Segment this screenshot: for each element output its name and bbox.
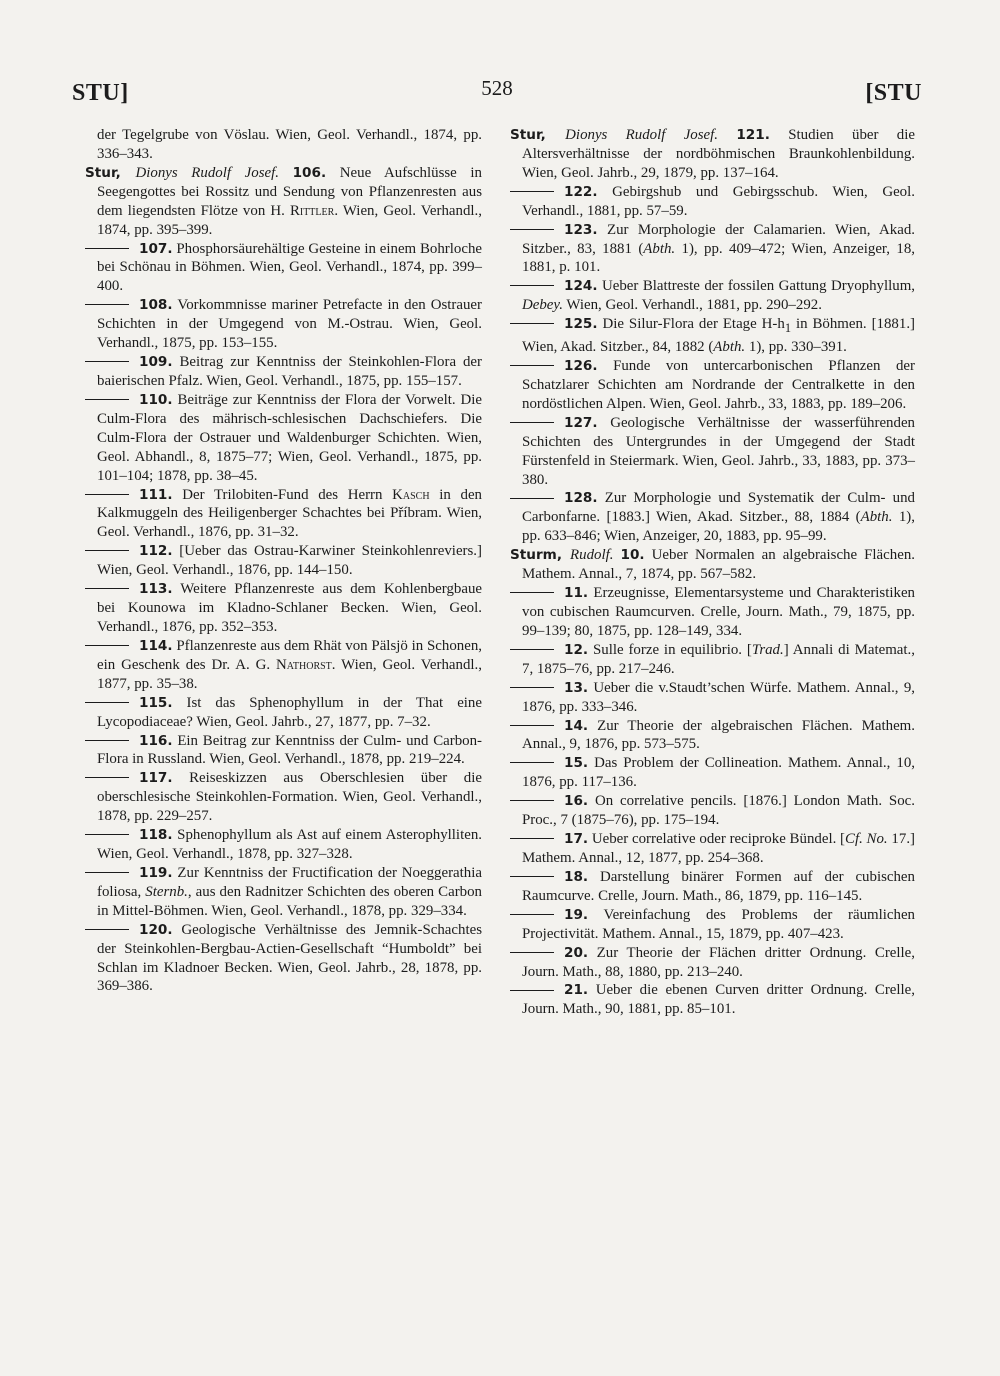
ditto-dash [510, 649, 554, 650]
entry-text: . Wien, Geol. Verhandl., 1877, pp. 35–38. [97, 656, 482, 692]
bibliography-entry [510, 906, 915, 944]
ditto-dash [510, 229, 554, 230]
ditto-dash [510, 365, 554, 366]
bibliography-entry [85, 296, 482, 353]
bibliography-entry [510, 792, 915, 830]
entry-number: 20. [564, 944, 589, 961]
ditto-dash [85, 361, 129, 362]
entry-text: 1), pp. 409–472; Wien, Anzeiger, 18, 1881, p. 101. [522, 240, 916, 276]
entry-number: 116. [139, 732, 173, 749]
bibliography-entry [510, 277, 915, 315]
bibliography-entry [85, 391, 482, 486]
bibliography-entry [85, 769, 482, 826]
entry-text: Zur Morphologie der Calamarien. Wien, Akad. Sitzber., 83, 1881 ( [522, 221, 915, 257]
entry-text: 1), pp. 633–846; Wien, Anzeiger, 20, 1883, pp. 95–99. [522, 509, 915, 545]
author-name: Stur, [85, 164, 136, 181]
entry-number: 10. [620, 547, 645, 564]
entry-number: 114. [139, 637, 173, 654]
entry-text: Beiträge zur Kenntniss der Flora der Vorwelt. Die Culm-Flora des mährisch-schlesischen Dachschiefers. Die Culm-Flora der Ostrauer und Waldenburger Schichten. Wien, Geol. Abhandl., 8, 1875–77; Wien, Geol. Verhandl., 1875, pp. 101–104; 1878, pp. 38–45. [97, 391, 482, 484]
entry-text: Studien über die Altersverhältnisse der nordböhmischen Braunkohlenbildung. Wien, Geol. Jahrb., 29, 1879, pp. 137–164. [522, 127, 915, 181]
entry-text: Beitrag zur Kenntniss der Steinkohlen-Flora der baierischen Pfalz. Wien, Geol. Verhandl., 1875, pp. 155–157. [97, 354, 482, 389]
entry-number: 118. [139, 827, 173, 844]
entry-text: Dionys Rudolf Josef. [565, 127, 719, 143]
entry-text: Abth. [713, 339, 746, 356]
ditto-dash [510, 838, 554, 839]
ditto-dash [510, 422, 554, 423]
entry-text: Zur Kenntniss der Fructification der Noeggerathia foliosa, [97, 864, 482, 900]
author-name: Sturm, [510, 547, 571, 564]
entry-text: Ein Beitrag zur Kenntniss der Culm- und Carbon-Flora in Russland. Wien, Geol. Verhandl., 1878, pp. 219–224. [97, 732, 482, 768]
entry-number: 13. [564, 679, 589, 696]
bibliography-entry [510, 944, 915, 982]
bibliography-entry [510, 868, 915, 906]
entry-number: 126. [564, 358, 598, 375]
bibliography-entry [510, 754, 915, 792]
entry-number: 17. [564, 831, 589, 848]
author-name: Stur, [510, 127, 566, 143]
entry-text: 1), pp. 330–391. [745, 339, 847, 356]
page-number: 528 [481, 76, 513, 100]
entry-text: Sphenophyllum als Ast auf einem Asterophylliten. Wien, Geol. Verhandl., 1878, pp. 327–328. [97, 827, 482, 863]
ditto-dash [85, 777, 129, 778]
entry-number: 119. [139, 864, 173, 881]
entry-text: Sulle forze in equilibrio. [ [588, 641, 752, 658]
entry-text: Ueber correlative oder reciproke Bündel. [ [588, 831, 846, 848]
bibliography-entry [510, 679, 915, 717]
entry-text: , aus den Radnitzer Schichten des oberen Carbon in Mittel-Böhmen. Wien, Geol. Verhandl., 1878, pp. 329–334. [97, 883, 482, 919]
entry-number: 21. [564, 982, 589, 999]
entry-text: Reiseskizzen aus Oberschlesien über die oberschlesische Steinkohlen-Formation. Wien, Geol. Verhandl., 1878, pp. 229–257. [97, 770, 482, 825]
entry-number: 11. [564, 585, 589, 602]
entry-text: Vorkommnisse mariner Petrefacte in den Ostrauer Schichten in der Umgegend von M.-Ostrau. Wien, Geol. Verhandl., 1875, pp. 153–155. [97, 297, 482, 352]
ditto-dash [85, 740, 129, 741]
bibliography-entry [85, 921, 482, 997]
running-head-left: STU] [72, 80, 129, 106]
ditto-dash [85, 550, 129, 551]
entry-text: Die Silur-Flora der Etage H-h [597, 316, 785, 333]
bibliography-entry [510, 584, 915, 641]
bibliography-entry [85, 864, 482, 921]
entry-text: Wien, Geol. Verhandl., 1881, pp. 290–292. [562, 297, 822, 314]
bibliography-entry [510, 489, 915, 546]
entry-text: Ueber Blattreste der fossilen Gattung Dryophyllum, [597, 278, 915, 295]
ditto-dash [85, 834, 129, 835]
entry-text: Ueber die ebenen Curven dritter Ordnung. Crelle, Journ. Math., 90, 1881, pp. 85–101. [522, 982, 915, 1018]
entry-text: Debey. [522, 297, 563, 314]
entry-text: Kasch [392, 486, 430, 503]
bibliography-entry [510, 357, 915, 414]
entry-text: Ueber die v.Staudt’schen Würfe. Mathem. Annal., 9, 1876, pp. 333–346. [522, 679, 915, 715]
ditto-dash [510, 323, 554, 324]
ditto-dash [510, 800, 554, 801]
entry-text: 17.] Mathem. Annal., 12, 1877, pp. 254–368. [522, 831, 915, 866]
bibliography-entry [510, 546, 915, 584]
entry-number: 14. [564, 717, 589, 734]
entry-number: 111. [139, 486, 173, 503]
bibliography-entry [85, 353, 482, 391]
entry-number: 120. [139, 921, 173, 938]
ditto-dash [510, 498, 554, 499]
entry-number: 117. [139, 770, 173, 787]
entry-number: 108. [139, 297, 173, 314]
bibliography-entry [510, 414, 915, 490]
left-column [85, 126, 482, 996]
entry-text: 1 [784, 321, 792, 336]
bibliography-entry [85, 542, 482, 580]
entry-text [718, 127, 736, 143]
entry-text [613, 547, 620, 563]
entry-text: Geologische Verhältnisse des Jemnik-Schachtes der Steinkohlen-Bergbau-Actien-Gesellschaft “Humboldt” bei Schlan im Kladnoer Becken. Wien, Geol. Jahrb., 28, 1878, pp. 369–386. [97, 921, 482, 995]
entry-text: . Wien, Geol. Verhandl., 1874, pp. 395–399. [97, 202, 482, 238]
ditto-dash [85, 702, 129, 703]
entry-text: Nathorst [276, 656, 332, 673]
entry-number: 15. [564, 755, 589, 772]
entry-text: Neue Aufschlüsse in Seegengottes bei Rossitz und Sendung von Pflanzenresten aus dem liegendsten Flötze von H. [97, 164, 482, 219]
entry-text: Abth. [643, 240, 676, 257]
ditto-dash [510, 725, 554, 726]
bibliography-entry [510, 183, 915, 221]
entry-text: in Böhmen. [1881.] Wien, Akad. Sitzber., 84, 1882 ( [522, 316, 916, 356]
bibliography-entry [510, 830, 915, 868]
entry-text: Abth. [860, 509, 893, 526]
entry-text: Zur Morphologie und Systematik der Culm- und Carbonfarne. [1883.] Wien, Akad. Sitzber., 88, 1884 ( [522, 490, 915, 526]
ditto-dash [510, 285, 554, 286]
entry-text: Rudolf. [570, 547, 614, 564]
bibliography-entry [510, 315, 915, 357]
entry-number: 121. [736, 127, 770, 143]
entry-number: 112. [139, 543, 173, 560]
bibliography-entry [85, 580, 482, 637]
entry-number: 110. [139, 391, 173, 408]
bibliography-entry [85, 240, 482, 297]
entry-text: Rittler [289, 202, 335, 219]
page-header [72, 74, 922, 114]
right-column [510, 126, 915, 1019]
entry-number: 128. [564, 490, 598, 507]
entry-text: Funde von untercarbonischen Pflanzen der Schatzlarer Schichten am Nordrande der Centralkette in den nordöstlichen Alpen. Wien, Geol. Jahrb., 33, 1883, pp. 189–206. [522, 358, 915, 412]
ditto-dash [510, 914, 554, 915]
ditto-dash [85, 248, 129, 249]
entry-text: Zur Theorie der algebraischen Flächen. Mathem. Annal., 9, 1876, pp. 573–575. [522, 717, 915, 753]
entry-number: 113. [139, 581, 173, 598]
entry-text: [Ueber das Ostrau-Karwiner Steinkohlenreviers.] Wien, Geol. Verhandl., 1876, pp. 144–150. [97, 543, 482, 579]
entry-number: 107. [139, 240, 173, 257]
entry-text: Sternb. [145, 883, 188, 900]
entry-text [279, 165, 293, 181]
bibliography-entry [85, 637, 482, 694]
entry-number: 16. [564, 793, 589, 810]
entry-number: 124. [564, 278, 598, 295]
ditto-dash [510, 952, 554, 953]
entry-text: Ist das Sphenophyllum in der That eine Lycopodiaceae? Wien, Geol. Jahrb., 27, 1877, pp. 7–32. [97, 694, 482, 730]
ditto-dash [85, 494, 129, 495]
bibliography-entry [85, 486, 482, 543]
bibliography-entry [510, 641, 915, 679]
entry-text: Cf. No. [845, 831, 888, 848]
ditto-dash [85, 645, 129, 646]
entry-number: 127. [564, 414, 598, 431]
entry-number: 12. [564, 641, 589, 658]
ditto-dash [510, 990, 554, 991]
ditto-dash [510, 876, 554, 877]
entry-text: Vereinfachung des Problems der räumlichen Projectivität. Mathem. Annal., 15, 1879, pp. 407–423. [522, 906, 915, 942]
entry-text: ] Annali di Matemat., 7, 1875–76, pp. 217–246. [522, 641, 915, 677]
entry-text: Geologische Verhältnisse der wasserführenden Schichten des Untergrundes in der Umgegend der Stadt Fürstenfeld in Steiermark. Wien, Geol. Jahrb., 33, 1883, pp. 373–380. [522, 414, 915, 488]
entry-number: 122. [564, 183, 598, 200]
ditto-dash [85, 399, 129, 400]
entry-text: On correlative pencils. [1876.] London Math. Soc. Proc., 7 (1875–76), pp. 175–194. [522, 793, 915, 829]
entry-text: Phosphorsäurehältige Gesteine in einem Bohrloche bei Schönau in Böhmen. Wien, Geol. Verhandl., 1874, pp. 399–400. [97, 240, 482, 295]
ditto-dash [510, 762, 554, 763]
entry-number: 106. [292, 164, 327, 181]
entry-number: 18. [564, 868, 589, 885]
entry-number: 123. [564, 221, 598, 238]
entry-text: in den Kalkmuggeln des Heiligenberger Schachtes bei Příbram. Wien, Geol. Verhandl., 1876, pp. 31–32. [97, 486, 483, 541]
bibliography-entry [85, 164, 482, 240]
entry-text: Dionys Rudolf Josef. [135, 164, 279, 181]
ditto-dash [510, 592, 554, 593]
ditto-dash [510, 191, 554, 192]
running-head-right: [STU [865, 80, 922, 106]
entry-number: 115. [139, 694, 173, 711]
bibliography-entry [85, 826, 482, 864]
bibliography-entry [510, 126, 915, 183]
ditto-dash [85, 929, 129, 930]
entry-text: Gebirgshub und Gebirgsschub. Wien, Geol. Verhandl., 1881, pp. 57–59. [522, 183, 915, 219]
entry-text: Pflanzenreste aus dem Rhät von Pälsjö in Schonen, ein Geschenk des Dr. A. G. [97, 637, 482, 673]
entry-text: Das Problem der Collineation. Mathem. Annal., 10, 1876, pp. 117–136. [522, 755, 915, 791]
bibliography-entry [510, 221, 915, 278]
entry-text: Erzeugnisse, Elementarsysteme und Charakteristiken von cubischen Raumcurven. Crelle, Journ. Math., 79, 1875, pp. 99–139; 80, 1875, pp. 128–149, 334. [522, 585, 915, 639]
ditto-dash [85, 872, 129, 873]
ditto-dash [85, 588, 129, 589]
ditto-dash [85, 304, 129, 305]
bibliography-entry [510, 981, 915, 1019]
ditto-dash [510, 687, 554, 688]
entry-text: Zur Theorie der Flächen dritter Ordnung. Crelle, Journ. Math., 88, 1880, pp. 213–240. [522, 944, 915, 980]
entry-text: Darstellung binärer Formen auf der cubischen Raumcurve. Crelle, Journ. Math., 86, 1879, pp. 116–145. [522, 868, 915, 904]
entry-number: 19. [564, 906, 589, 923]
entry-text: der Tegelgrube von Vöslau. Wien, Geol. Verhandl., 1874, pp. 336–343. [97, 127, 482, 162]
entry-text: Der Trilobiten-Fund des Herrn [172, 486, 393, 503]
entry-number: 125. [564, 316, 598, 333]
entry-number: 109. [139, 354, 173, 371]
bibliography-entry [510, 717, 915, 755]
entry-text: Weitere Pflanzenreste aus dem Kohlenbergbaue bei Kounowa im Kladno-Schlaner Becken. Wien, Geol. Verhandl., 1876, pp. 352–353. [97, 581, 482, 635]
entry-text: Trad. [751, 641, 784, 658]
entry-text: Ueber Normalen an algebraische Flächen. Mathem. Annal., 7, 1874, pp. 567–582. [522, 547, 915, 583]
bibliography-entry [85, 694, 482, 732]
bibliography-entry [85, 126, 482, 164]
bibliography-entry [85, 732, 482, 770]
